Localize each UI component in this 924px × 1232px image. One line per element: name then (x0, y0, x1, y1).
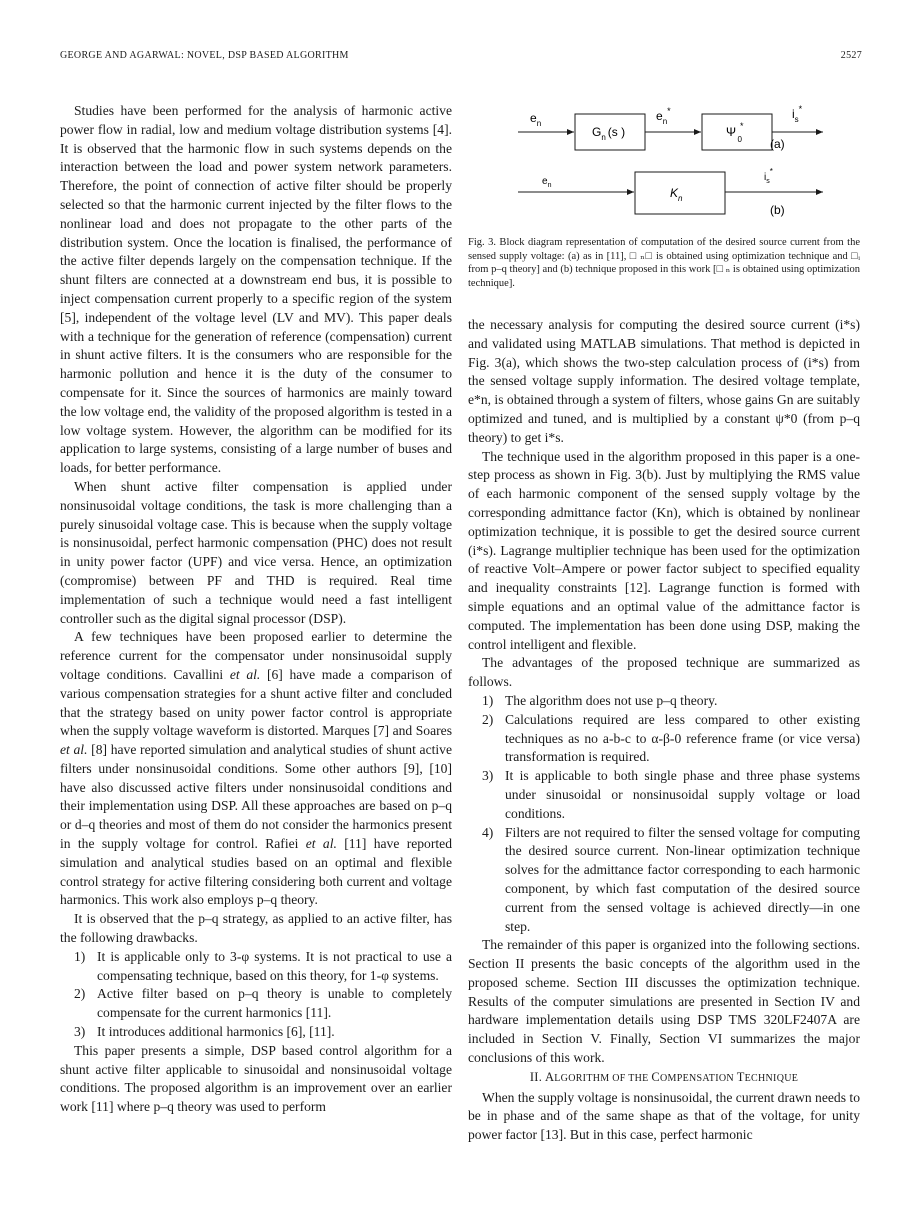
psi-block (702, 114, 772, 150)
list-text: The algorithm does not use p–q theory. (505, 692, 718, 708)
advantages-list (468, 692, 860, 936)
paragraph: Studies have been performed for the analysis of harmonic active power flow in radial, low and medium voltage distribution systems [4]. It is observed that the harmonic flow in such systems depends on the interaction between the load and power system network parameters. Therefore, the point of connection of active filter should be properly selected so that the harmonic current injected by the filter flows to the nonlinear load and does not propagate to the other parts of the distribution system. Once the location is finalised, the performance of the active filter depends largely on the compensation technique. If the shunt filters are connected at a downstream end bus, it is possible to inject compensation current properly to a specific region of the system [5], independent of the voltage level (LV and MV). This paper deals with a technique for the generation of reference (compensation) current in shunt active filters. It is the consumers who are responsible for the harmonic pollution and hence it is the duty of the consumer to compensate for it. Since the sources of harmonics are mainly toward the low voltage end, the validity of the proposed algorithm is tested in a low voltage system. However, the algorithm can be modified for its application to large systems, consisting of a large number of buses and loads, for better performance. (60, 103, 452, 476)
et-al: et al. (60, 742, 88, 758)
page-number: 2527 (840, 50, 862, 61)
paragraph-text: [11] have reported simulation and analytical studies based on an optimal and flexible control strategy for active filtering considering both current and voltage harmonics. This work also employs p–q theory. (60, 836, 452, 908)
paragraph-text: A few techniques have been proposed earlier to determine the reference current for the compensator under nonsinusoidal supply voltage conditions. Cavallini (60, 629, 452, 682)
left-column (60, 102, 452, 1117)
list-number: 1) (74, 948, 86, 964)
paragraph: When the supply voltage is nonsinusoidal, the current drawn needs to be in phase and of the same shape as that of the voltage, for unity power factor [13]. But in this case, perfect harmonic (468, 1089, 860, 1143)
en-label: $e_n$ (530, 111, 542, 128)
list-text: It is applicable only to 3-φ systems. It is not practical to use a compensating technique, based on this theory, for 1-φ systems. (97, 948, 452, 983)
subfigure-a-label: (a) (770, 137, 785, 151)
paragraph: When shunt active filter compensation is applied under nonsinusoidal voltage conditions, the task is more challenging than a purely sinusoidal voltage case. This is because when the supply voltage is nonsinusoidal, perfect harmonic compensation (PHC) does not result in unity power factor (UPF) and vice versa. Hence, an optimization (compromise) between PF and THD is required. Real time implementation of such a technique would need a fast intelligent controller such as the digital signal processor (DSP). (60, 478, 452, 626)
running-header (60, 50, 862, 66)
block-diagram-figure (468, 96, 860, 236)
block-diagram (468, 96, 860, 236)
list-item (468, 767, 860, 823)
list-number: 3) (74, 1024, 86, 1040)
list-number: 3) (482, 768, 494, 784)
list-item (60, 1023, 452, 1042)
gn-label: $G_n$ (s ) (592, 125, 626, 142)
et-al: et al. (229, 666, 261, 682)
paragraph: the necessary analysis for computing the desired source current (i*s) and validated using MATLAB simulations. That method is depicted in Fig. 3(a), which shows the two-step calculation process of (i*s) from the sensed voltage supply information. The desired voltage template, e*n, is obtained through a system of filters, whose gains Gn are suitably optimized and tuned, and is multiplied by a constant ψ*0 (from p–q theory) to get i*s. (468, 317, 860, 445)
is-star-label: $i_s^*$ (792, 104, 803, 124)
right-column (468, 316, 860, 1145)
paragraph: The remainder of this paper is organized into the following sections. Section II presents the basic concepts of the algorithm used in the proposed scheme. Section III discusses the optimization technique. Results of the computer simulations are presented in Section IV and hardware implementation details using DSP TMS 320LF2407A are included in Section V. Finally, Section VI summarizes the major conclusions of this work. (468, 937, 860, 1066)
paragraph-text: [6] have made a comparison of various compensation strategies for a shunt active filter and concluded that the strategy based on unity power factor control is appropriate when the supply voltage waveform is distorted. Marques [7] and Soares (60, 666, 452, 739)
drawbacks-list (60, 948, 452, 1042)
paragraph-text: [8] have reported simulation and analytical studies of shunt active filters under nonsinusoidal conditions. Some other authors [9], [10] have also discussed active filters under nonsinusoidal conditions and their implementation using DSP. All these approaches are based on p–q or d–q theories and most of them do not consider the harmonics present in the supply voltage for control. Rafiei (60, 742, 453, 852)
list-text: It introduces additional harmonics [6], [11]. (97, 1024, 335, 1040)
en-star-label: $e_n^*$ (656, 106, 671, 126)
list-number: 1) (482, 692, 494, 708)
list-item (468, 711, 860, 767)
list-text: Filters are not required to filter the sensed voltage for computing the desired source current. Non-linear optimization technique solves for the admittance factor corresponding to each harmonic component, by which fast computation of the desired source current from the sensed voltage is achieved directly—in one step. (505, 824, 860, 934)
list-number: 4) (482, 824, 494, 840)
kn-label: $K_n$ (670, 186, 683, 203)
list-item (60, 985, 452, 1023)
list-item (468, 692, 860, 711)
subfigure-b-label: (b) (770, 203, 785, 217)
is-star-label-b: $i_s^*$ (764, 167, 773, 185)
list-number: 2) (74, 986, 86, 1002)
list-text: Calculations required are less compared to other existing techniques as no a-b-c to α-β-0 reference frame (or vice versa) transformation is required. (505, 711, 860, 765)
et-al: et al. (305, 836, 337, 852)
paragraph: The advantages of the proposed technique are summarized as follows. (468, 655, 860, 690)
kn-block (635, 172, 725, 214)
paragraph: It is observed that the p–q strategy, as applied to an active filter, has the following drawbacks. (60, 911, 452, 946)
running-title: GEORGE AND AGARWAL: NOVEL, DSP BASED ALGORITHM (60, 50, 349, 61)
paragraph: The technique used in the algorithm proposed in this paper is a one-step process as shown in Fig. 3(b). Just by multiplying the RMS value of each harmonic component of the sensed supply voltage by the corresponding admittance factor (Kn), which is obtained by nonlinear optimization technique, it is possible to get the desired source current (i*s). Lagrange multiplier technique has been used for the optimization of reactive Volt–Ampere or power factor subject to specified equality and inequality constraints [12]. Lagrange function is formed with simple equations and an optimal value of the admittance factor is computed. The implementation has been done using DSP, making the control intelligent and flexible. (468, 448, 860, 652)
section-heading: II. ALGORITHM OF THE COMPENSATION TECHNIQUE (529, 1069, 799, 1084)
en-label-b: $e_n$ (542, 176, 552, 189)
figure-caption: Fig. 3. Block diagram representation of computation of the desired source current from the sensed supply voltage: (a) as in [11], □ ₙ□ is obtained using optimization technique and □ᵢ from p–q theory] and (b) technique proposed in this work [□ ₙ is obtained using optimization technique]. (468, 237, 860, 289)
paragraph: This paper presents a simple, DSP based control algorithm for a shunt active filter applicable to sinusoidal and nonsinusoidal voltage conditions. The proposed algorithm is an improvement over an earlier work [11] where p–q theory was used to perform (60, 1042, 452, 1115)
list-item (60, 948, 452, 986)
list-number: 2) (482, 711, 494, 727)
psi-label: Ψ * 0 (726, 121, 744, 144)
list-text: It is applicable to both single phase and three phase systems under sinusoidal or nonsinusoidal supply voltage or load conditions. (505, 768, 860, 821)
paragraph (60, 628, 452, 910)
list-item (468, 824, 860, 937)
list-text: Active filter based on p–q theory is unable to completely compensate for the current harmonics [11]. (97, 986, 452, 1021)
